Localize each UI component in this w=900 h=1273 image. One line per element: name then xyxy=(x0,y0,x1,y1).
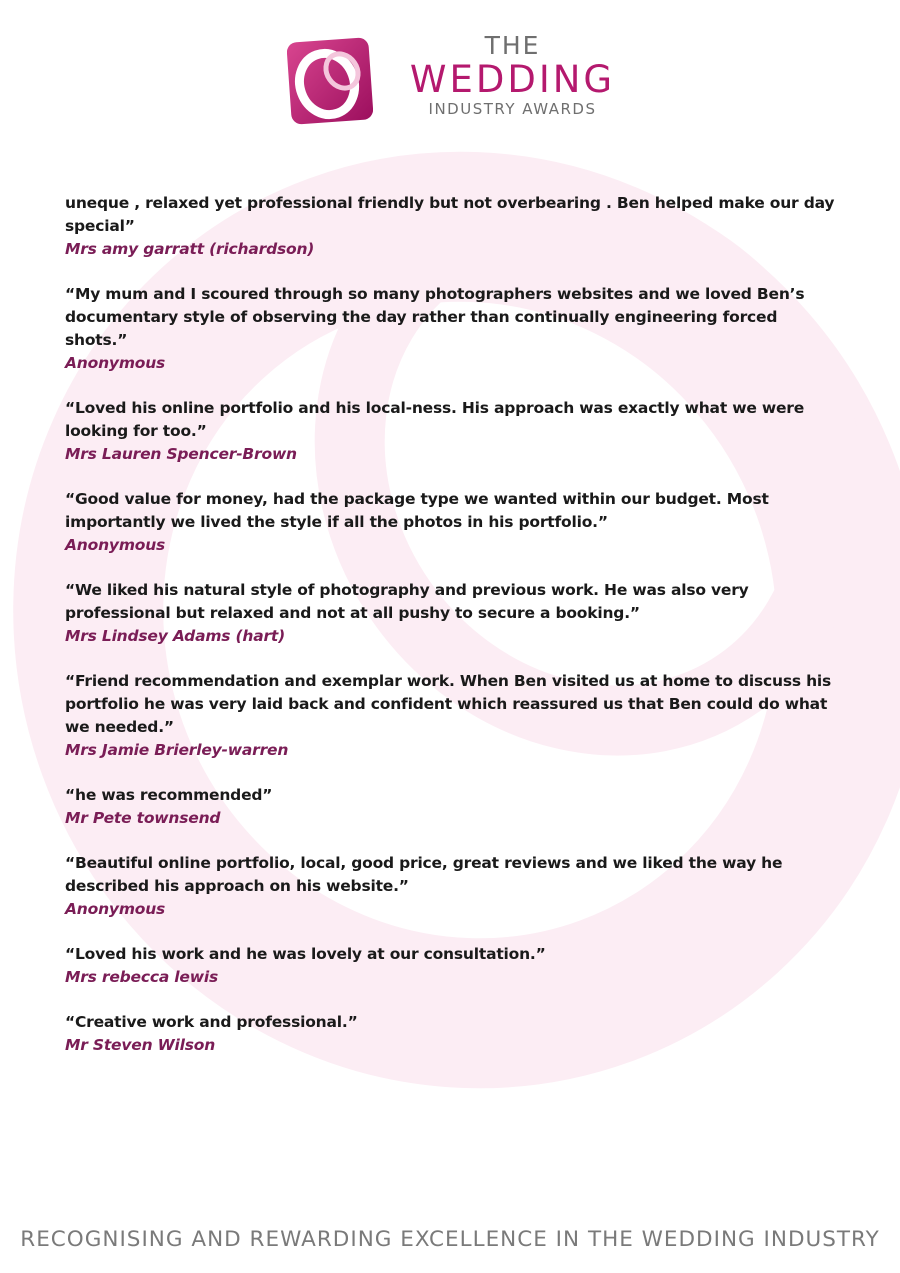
review-author: Anonymous xyxy=(65,900,166,918)
review-quote: “Friend recommendation and exemplar work. When Ben visited us at home to discuss his portfolio he was very laid back and confident which reassured us that Ben could do what we needed.” xyxy=(65,672,832,736)
footer-tagline: RECOGNISING AND REWARDING EXCELLENCE IN THE WEDDING INDUSTRY xyxy=(20,1227,880,1252)
review-author: Mr Steven Wilson xyxy=(65,1036,216,1054)
review-item xyxy=(65,579,840,648)
logo-industry-awards: INDUSTRY AWARDS xyxy=(428,100,597,118)
review-quote: uneque , relaxed yet professional friendly but not overbearing . Ben helped make our day special” xyxy=(65,194,835,235)
review-item xyxy=(65,488,840,557)
review-item xyxy=(65,397,840,466)
review-item xyxy=(65,943,840,989)
review-item xyxy=(65,192,840,261)
review-author: Mrs amy garratt (richardson) xyxy=(65,240,315,258)
review-quote: “My mum and I scoured through so many photographers websites and we loved Ben’s documentary style of observing the day rather than continually engineering forced shots.” xyxy=(65,285,805,349)
logo-wedding: WEDDING xyxy=(409,58,616,101)
review-quote: “Loved his work and he was lovely at our consultation.” xyxy=(65,945,546,963)
reviews-list xyxy=(65,192,840,1079)
header xyxy=(0,30,900,130)
review-quote: “Good value for money, had the package type we wanted within our budget. Most importantly we lived the style if all the photos in his portfolio.” xyxy=(65,490,769,531)
review-quote: “Beautiful online portfolio, local, good price, great reviews and we liked the way he described his approach on his website.” xyxy=(65,854,783,895)
review-item xyxy=(65,784,840,830)
review-quote: “Creative work and professional.” xyxy=(65,1013,358,1031)
review-item xyxy=(65,1011,840,1057)
review-author: Mrs Lindsey Adams (hart) xyxy=(65,627,286,645)
review-quote: “We liked his natural style of photography and previous work. He was also very professional but relaxed and not at all pushy to secure a booking.” xyxy=(65,581,749,622)
review-item xyxy=(65,670,840,762)
review-author: Anonymous xyxy=(65,536,166,554)
review-author: Mrs Jamie Brierley-warren xyxy=(65,741,289,759)
review-quote: “Loved his online portfolio and his local-ness. His approach was exactly what we were looking for too.” xyxy=(65,399,805,440)
review-quote: “he was recommended” xyxy=(65,786,273,804)
logo-the: THE xyxy=(484,31,541,60)
review-author: Mrs rebecca lewis xyxy=(65,968,218,986)
review-item xyxy=(65,852,840,921)
review-author: Mrs Lauren Spencer-Brown xyxy=(65,445,297,463)
review-item xyxy=(65,283,840,375)
wedding-awards-logo-icon xyxy=(287,36,373,126)
logo-wordmark xyxy=(400,32,625,118)
review-author: Mr Pete townsend xyxy=(65,809,221,827)
review-author: Anonymous xyxy=(65,354,166,372)
